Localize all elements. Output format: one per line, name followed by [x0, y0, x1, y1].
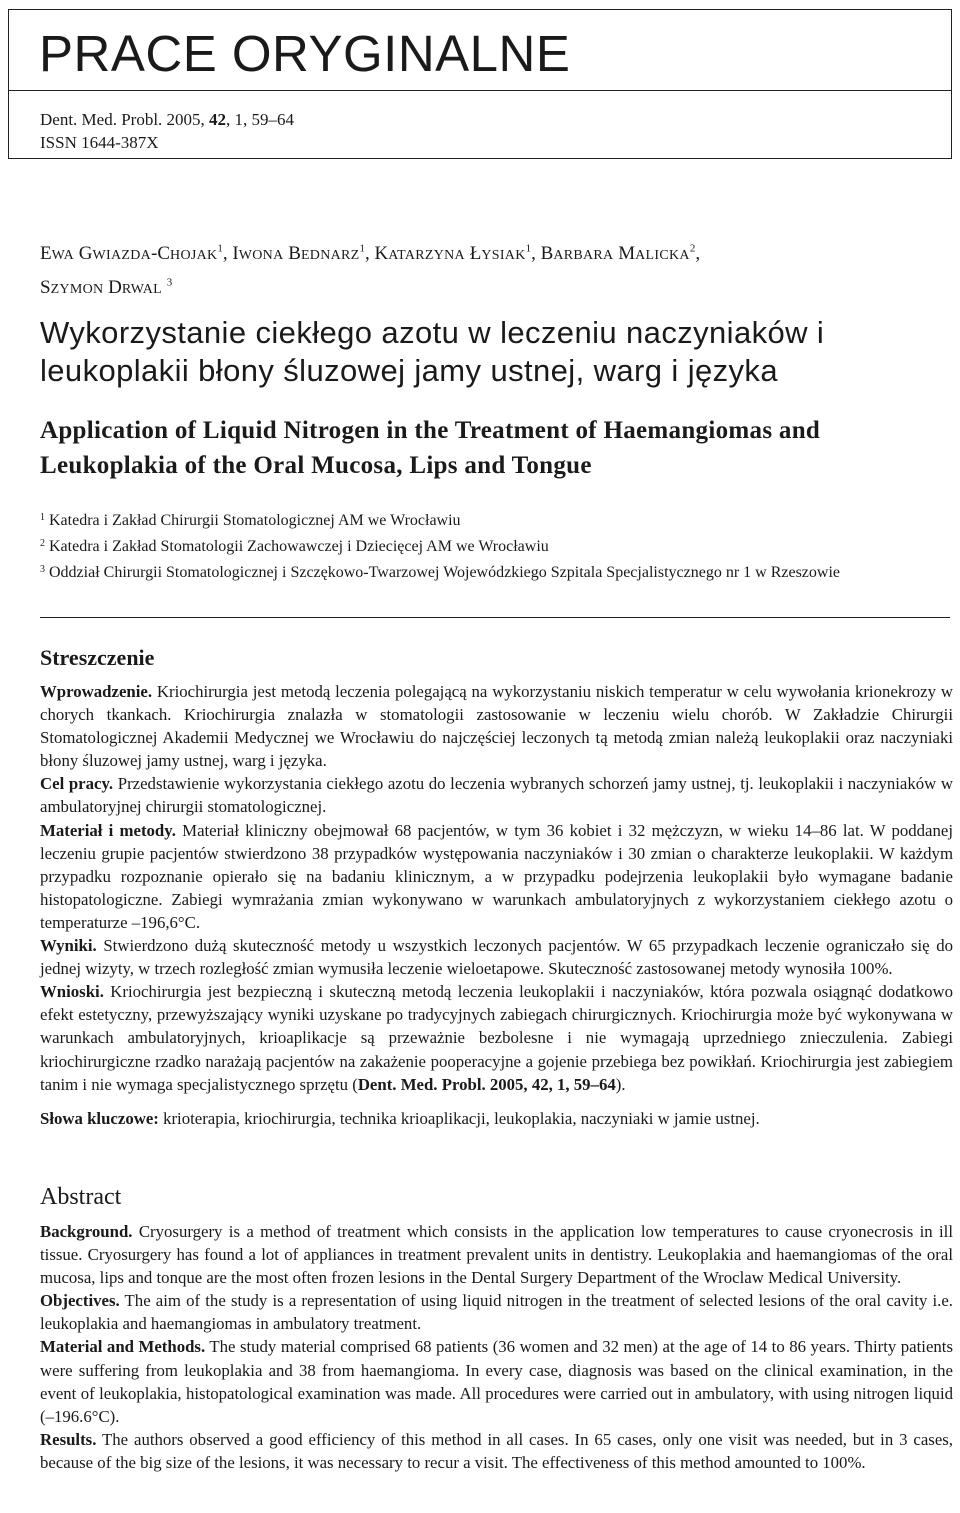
summary-paragraph: Cel pracy. Przedstawienie wykorzystania ciekłego azotu do leczenia wybranych schorzeń jamy ustnej, tj. leukoplakii i naczyniaków w ambulatoryjnej chirurgii stomatologicznej. [40, 774, 953, 817]
paragraph-label: Results. [40, 1429, 97, 1449]
abstract-body [40, 1220, 953, 1474]
affiliation-list [40, 506, 930, 584]
paragraph-label: Wnioski. [40, 982, 104, 1002]
author: KATARZYNA ŁYSIAK$^1$, [374, 243, 541, 265]
summary-paragraph: Wprowadzenie. Kriochirurgia jest metodą leczenia polegającą na wykorzystaniu niskich temperatur w celu wywołania krionekrozy w chorych tkankach. Kriochirurgia znalazła w stomatologii zastosowanie w leczeniu wielu chorób. W Zakładzie Chirurgii Stomatologicznej Akademii Medycznej we Wrocławiu do najczęściej leczonych tą metodą zmian należą leukoplakii oraz naczyniaki błony śluzowej jamy ustnej, warg i języka. [40, 682, 953, 771]
journal-section-title: PRACE ORYGINALNE [39, 25, 571, 82]
journal-header-box [8, 9, 952, 159]
abstract-paragraph: Background. Cryosurgery is a method of treatment which consists in the application low temperatures to cause cryonecrosis in ill tissue. Cryosurgery has found a lot of appliances in treatment prevalent units in dentistry. Leukoplakia and haemangiomas of the oral mucosa, lips and tonque are the most often frozen lesions in the Dental Surgery Department of the Wroclaw Medical University. [40, 1222, 953, 1288]
abstract-heading: Abstract [40, 1184, 122, 1210]
issn-line: ISSN 1644-387X [40, 133, 159, 152]
streszczenie-heading: Streszczenie [40, 645, 155, 670]
author-list [40, 236, 930, 303]
paragraph-label: Material and Methods. [40, 1337, 206, 1357]
paragraph-label: Materiał i metody. [40, 820, 176, 840]
keywords-label: Słowa kluczowe: [40, 1108, 159, 1128]
summary-paragraph: Wyniki. Stwierdzono dużą skuteczność metody u wszystkich leczonych pacjentów. W 65 przypadkach leczenie ograniczało się do jednej wizyty, w trzech rozległość zmian wymusiła leczenie wieloetapowe. Skuteczność zastosowanej metody wynosiła 100%. [40, 936, 953, 979]
author: IWONA BEDNARZ$^1$, [232, 243, 375, 265]
affiliation-item: $^1$ Katedra i Zakład Chirurgii Stomatologicznej AM we Wrocławiu [40, 512, 461, 529]
affiliation-item: $^3$ Oddział Chirurgii Stomatologicznej i Szczękowo-Twarzowej Wojewódzkiego Szpitala Specjalistycznego nr 1 w Rzeszowie [40, 564, 840, 581]
header-divider [9, 90, 951, 91]
affiliation-item: $^2$ Katedra i Zakład Stomatologii Zachowawczej i Dziecięcej AM we Wrocławiu [40, 538, 549, 555]
paragraph-label: Cel pracy. [40, 774, 114, 794]
summary-paragraph: Materiał i metody. Materiał kliniczny obejmował 68 pacjentów, w tym 36 kobiet i 32 mężczyzn, w wieku 14–86 lat. W poddanej leczeniu grupie pacjentów stwierdzono 38 przypadków występowania naczyniaków i 30 zmian o charakterze leukoplakii. W każdym przypadku rozpoznanie opierało się na badaniu klinicznym, a w przypadku podejrzenia leukoplakii było wymagane badanie histopatologiczne. Zabiegi wymrażania zmian wykonywano w warunkach ambulatoryjnych z wykorzystaniem ciekłego azotu o temperaturze –196,6°C. [40, 820, 953, 932]
summary-paragraph: Wnioski. Kriochirurgia jest bezpieczną i skuteczną metodą leczenia leukoplakii i naczyniaków, która pozwala osiągnąć dodatkowo efekt estetyczny, przewyższający wyniki uzyskane po tradycyjnych zabiegach chirurgicznych. Kriochirurgia może być wykonywana w warunkach ambulatoryjnych, krioaplikacje są przeważnie bezbolesne i nie wymagają uprzedniego znieczulenia. Zabiegi kriochirurgiczne rzadko narażają pacjentów na zakażenie pooperacyjne a gojenie przebiega bez powikłań. Kriochirurgia jest zabiegiem tanim i nie wymaga specjalistycznego sprzętu (Dent. Med. Probl. 2005, 42, 1, 59–64). [40, 982, 953, 1094]
author: SZYMON DRWAL $^3$ [40, 276, 173, 298]
paragraph-label: Background. [40, 1222, 133, 1241]
abstract-paragraph: Material and Methods. The study material comprised 68 patients (36 women and 32 men) at the age of 14 to 86 years. Thirty patients were suffering from leukoplakia and 38 from haemangioma. In every case, diagnosis was based on the clinical examination, in the event of leukoplakia, histopatological examination was made. All procedures were carried out in ambulatory, with using nitrogen liquid (–196.6°C). [40, 1337, 953, 1426]
citation-volume: 42 [209, 110, 227, 129]
citation-block [40, 108, 294, 154]
abstract-paragraph: Results. The authors observed a good efficiency of this method in all cases. In 65 cases, only one visit was needed, but in 3 cases, because of the big size of the lesions, it was necessary to recur a visit. The effectiveness of this method amounted to 100%. [40, 1429, 953, 1472]
keywords-line: Słowa kluczowe: krioterapia, kriochirurgia, technika krioaplikacji, leukoplakia, naczyniaki w jamie ustnej. [40, 1108, 760, 1128]
citation-line [40, 108, 294, 131]
citation-prefix: Dent. Med. Probl. 2005, [40, 110, 205, 129]
paragraph-label: Objectives. [40, 1291, 120, 1311]
author: BARBARA MALICKA$^2$, [540, 243, 701, 265]
citation-inline: Dent. Med. Probl. 2005, 42, 1, 59–64 [357, 1074, 616, 1094]
article-title-english: Application of Liquid Nitrogen in the Treatment of Haemangiomas and Leukoplakia of the Oral Mucosa, Lips and Tongue [40, 417, 821, 479]
section-divider [40, 617, 950, 618]
article-title-polish: Wykorzystanie ciekłego azotu w leczeniu naczyniaków i leukoplakii błony śluzowej jamy ustnej, warg i języka [40, 315, 825, 388]
streszczenie-body [40, 680, 953, 1130]
abstract-paragraph: Objectives. The aim of the study is a representation of using liquid nitrogen in the treatment of selected lesions of the oral cavity i.e. leukoplakia and haemangiomas in ambulatory treatment. [40, 1291, 953, 1334]
author: EWA GWIAZDA-CHOJAK$^1$, [40, 243, 233, 265]
paragraph-label: Wprowadzenie. [40, 682, 153, 701]
citation-suffix: , 1, 59–64 [226, 110, 295, 129]
paragraph-label: Wyniki. [40, 936, 97, 956]
